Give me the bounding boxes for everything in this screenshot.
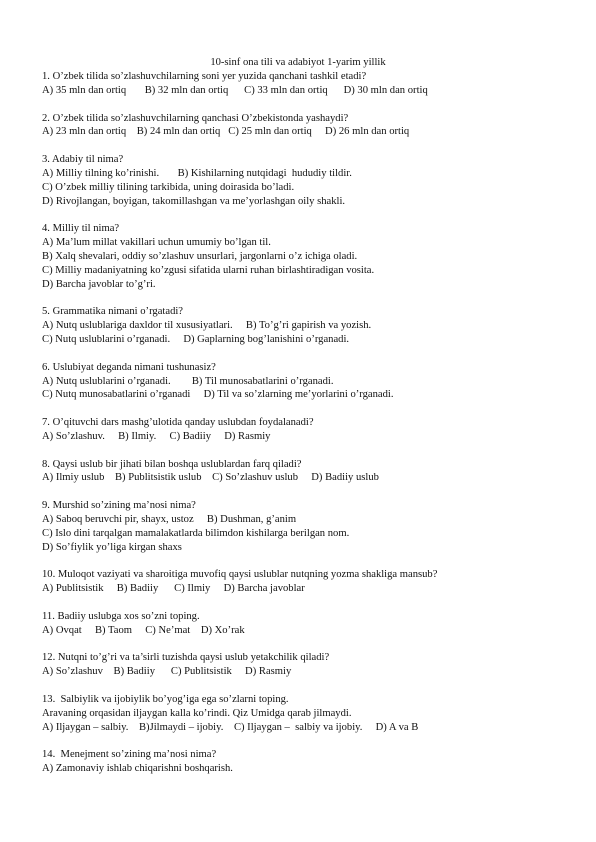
question-text: 2. O’zbek tilida so’zlashuvchilarning qanchasi O’zbekistonda yashaydi? [42,112,349,124]
answer-line: C) Islo dini tarqalgan mamalakatlarda bilimdon kishilarga berilgan nom. [42,527,350,539]
block-spacer [42,139,582,153]
answer-line: C) Nutq munosabatlarini o’rganadi D) Til va so’zlarning me’yorlarini o’rganadi. [42,389,394,401]
question-block [42,112,582,140]
document-title: 10-sinf ona tili va adabiyot 1-yarim yillik [210,57,386,68]
question-block [42,610,582,638]
block-spacer [42,596,582,610]
answer-line: B) Xalq shevalari, oddiy so’zlashuv unsurlari, jargonlarni o’z ichiga oladi. [42,250,358,262]
block-spacer [42,347,582,361]
answer-line: A) Zamonaviy ishlab chiqarishni boshqarish. [42,763,233,775]
answer-line: A) Ilmiy uslub B) Publitsistik uslub C) So’zlashuv uslub D) Badiiy uslub [42,472,379,484]
answer-line: A) Saboq beruvchi pir, shayx, ustoz B) Dushman, g’anim [42,514,297,525]
question-text: 11. Badiiy uslubga xos so’zni toping. [42,610,200,622]
answer-line: D) So’fiylik yo’liga kirgan shaxs [42,541,182,553]
block-spacer [42,735,582,749]
block-spacer [42,638,582,652]
block-spacer [42,208,582,222]
block-spacer [42,402,582,416]
question-block [42,361,582,403]
question-text: 12. Nutqni to’g’ri va ta’sirli tuzishda qaysi uslub yetakchilik qiladi? [42,652,330,664]
answer-line: A) So’zlashuv B) Badiiy C) Publitsistik D) Rasmiy [42,666,292,678]
answer-line: C) Milliy madaniyatning ko’zgusi sifatida ularni ruhan birlashtiradigan vosita. [42,264,375,276]
answer-line: A) Nutq uslublarini o’rganadi. B) Til munosabatlarini o’rganadi. [42,375,334,387]
question-text: 9. Murshid so’zining ma’nosi nima? [42,500,196,512]
question-text: 8. Qaysi uslub bir jihati bilan boshqa uslublardan farq qiladi? [42,458,302,470]
answer-line: A) Iljaygan – salbiy. B)Jilmaydi – ijobiy. C) Iljaygan – salbiy va ijobiy. D) A va B [42,721,419,733]
block-spacer [42,98,582,112]
question-text: 7. O’qituvchi dars mashg’ulotida qanday uslubdan foydalanadi? [42,417,314,429]
question-block [42,748,582,776]
answer-line: D) Rivojlangan, boyigan, takomillashgan va me’yorlashgan oily shakli. [42,195,346,207]
block-spacer [42,679,582,693]
question-text: 14. Menejment so’zining ma’nosi nima? [42,749,217,761]
answer-line: A) Milliy tilning ko’rinishi. B) Kishilarning nutqidagi hududiy tildir. [42,167,352,179]
question-block [42,693,582,735]
answer-line: A) Ma’lum millat vakillari uchun umumiy bo’lgan til. [42,237,271,249]
answer-line: A) Publitsistik B) Badiiy C) Ilmiy D) Barcha javoblar [42,583,305,595]
question-block [42,305,582,347]
question-block [42,568,582,596]
question-text: 1. O’zbek tilida so’zlashuvchilarning soni yer yuzida qanchani tashkil etadi? [42,71,367,82]
question-text: 4. Milliy til nima? [42,223,120,235]
answer-line: Aravaning orqasidan iljaygan kalla ko’rindi. Qiz Umidga qarab jilmaydi. [42,707,352,719]
answer-line: A) So’zlashuv. B) Ilmiy. C) Badiiy D) Rasmiy [42,430,271,442]
answer-line: A) 35 mln dan ortiq B) 32 mln dan ortiq C) 33 mln dan ortiq D) 30 mln dan ortiq [42,84,428,96]
answer-line: A) 23 mln dan ortiq B) 24 mln dan ortiq C) 25 mln dan ortiq D) 26 mln dan ortiq [42,126,410,138]
question-block [42,416,582,444]
answer-line: C) Nutq uslublarini o’rganadi. D) Gaplarning bog’lanishini o’rganadi. [42,334,350,346]
block-spacer [42,485,582,499]
question-text: 13. Salbiylik va ijobiylik bo’yog’iga ega so’zlarni toping. [42,693,289,705]
answer-line: C) O’zbek milliy tilining tarkibida, uning doirasida bo’ladi. [42,181,295,193]
question-block [42,70,582,98]
answer-line: A) Nutq uslublariga daxldor til xususiyatlari. B) To’g’ri gapirish va yozish. [42,320,372,332]
block-spacer [42,444,582,458]
answer-line: D) Barcha javoblar to’g’ri. [42,278,156,290]
question-text: 10. Muloqot vaziyati va sharoitiga muvofiq qaysi uslublar nutqning yozma shakliga mansub? [42,569,438,581]
question-text: 3. Adabiy til nima? [42,154,124,166]
block-spacer [42,555,582,569]
question-block [42,651,582,679]
answer-line: A) Ovqat B) Taom C) Ne’mat D) Xo’rak [42,624,245,636]
question-block [42,499,582,554]
question-text: 5. Grammatika nimani o’rgatadi? [42,306,184,318]
question-text: 6. Uslubiyat deganda nimani tushunasiz? [42,361,216,373]
question-block [42,458,582,486]
block-spacer [42,292,582,306]
question-list [42,70,582,776]
question-block [42,153,582,208]
question-block [42,222,582,291]
